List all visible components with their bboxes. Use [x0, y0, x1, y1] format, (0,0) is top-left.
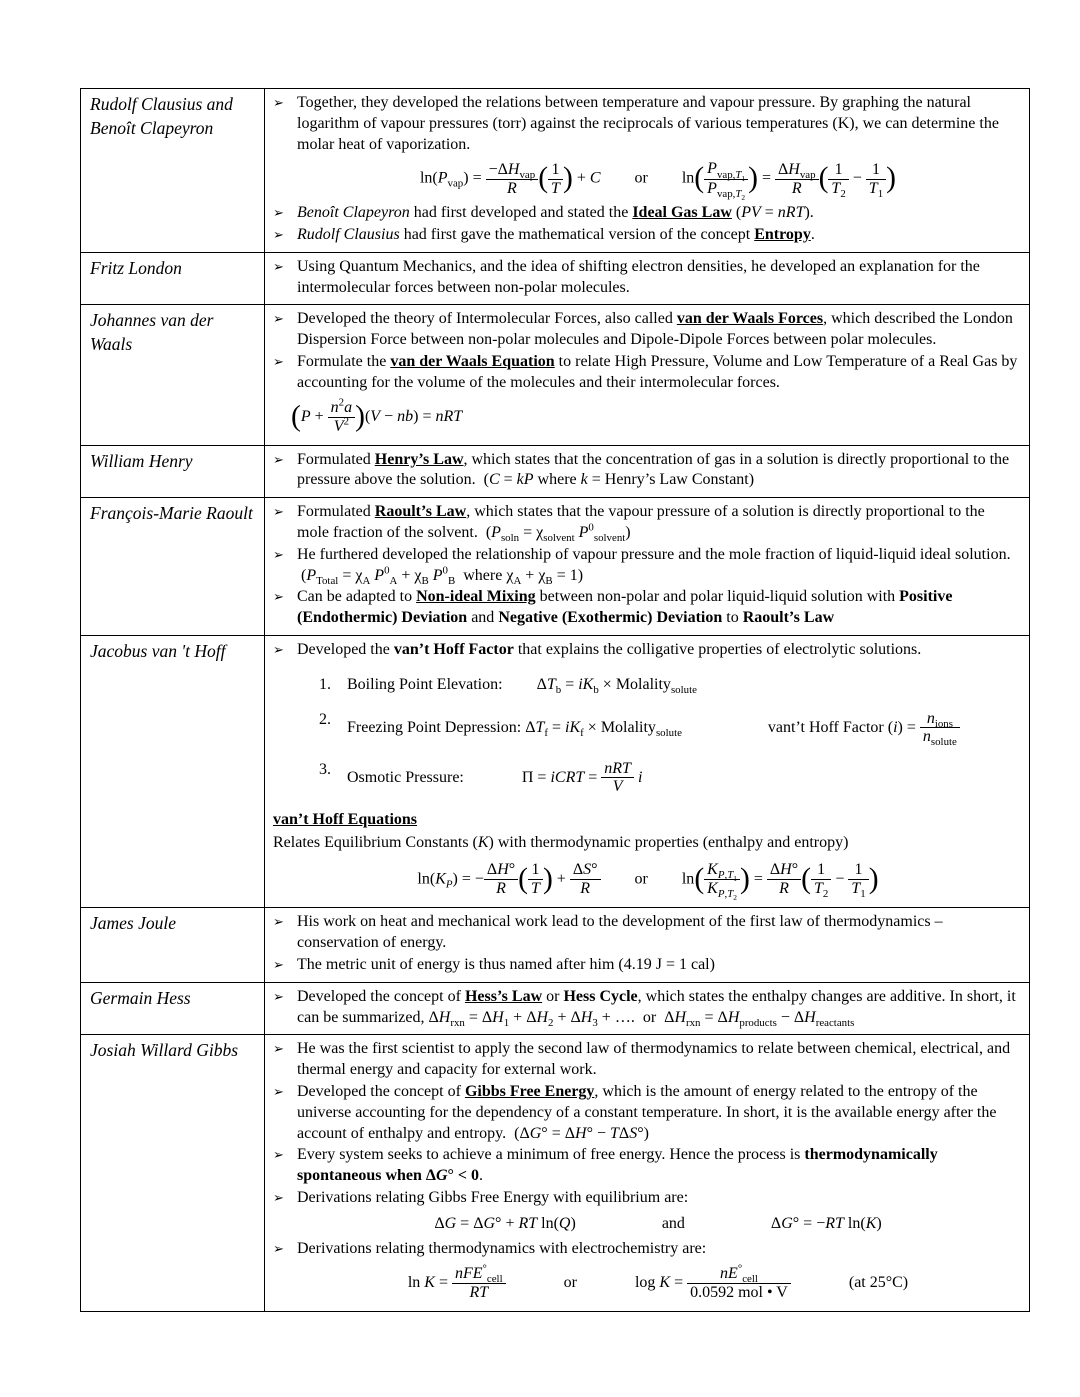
bullet-arrow-icon: ➢: [273, 1041, 284, 1057]
table-row: [81, 305, 1030, 445]
bullet-item: ➢ Together, they developed the relations between temperature and vapour pressure. By graphing the natural logarithm of vapour pressures (torr) against the reciprocals of various temperatures (K), we can determine the molar heat of vaporization. $\ln(P_{vap})$ = $\frac{-\Delta H_{vap}}{R}$ ( $\frac{1}{T}$ ) + C or ln( $\frac{P_{vap,T_1}}{P_{vap,T_2}}$ ) = $\frac{\Delta H_{vap}}{R}$ ( $\frac{1}{T_2}$ − $\frac{1}{T_1}$ ): [273, 93, 1023, 202]
bullet-arrow-icon: ➢: [273, 988, 284, 1004]
fraction: $\frac{-\Delta H_{vap}}{R}$: [486, 161, 539, 197]
table-row: [81, 498, 1030, 636]
bullet-arrow-icon: ➢: [273, 451, 284, 467]
bullet-item: ➢ Derivations relating Gibbs Free Energy with equilibrium are: ΔG = ΔG° + RT ln(Q) and ΔG° = −RT ln(K): [273, 1188, 1023, 1239]
formula: $\ln(K_P)$ = − $\frac{\Delta H^\circ}{R}$ ( $\frac{1}{T}$ ) + $\frac{\Delta S^\circ}{R}$ or ln( $\frac{K_{P,T_1}}{K_{P,T_2}}$ ) = $\frac{\Delta H^\circ}{R}$ ( $\frac{1}{T_2}$ − $\frac{1}{T_1}$ ): [417, 860, 879, 903]
scientist-name-cell: Germain Hess: [81, 982, 265, 1035]
scientist-name-cell: William Henry: [81, 445, 265, 498]
bullet-arrow-icon: ➢: [273, 1083, 284, 1099]
formula: $\ln(P_{vap})$ = $\frac{-\Delta H_{vap}}{R}$ ( $\frac{1}{T}$ ) + C or ln( $\frac{P_{vap,T_1}}{P_{vap,T_2}}$ ) = $\frac{\Delta H_{vap}}{R}$ ( $\frac{1}{T_2}$ − $\frac{1}{T_1}$ ): [419, 160, 896, 203]
formula: ΔG = ΔG° + RT ln(Q) and ΔG° = −RT ln(K): [434, 1214, 882, 1232]
bullet-arrow-icon: ➢: [273, 1189, 284, 1205]
bullet-item: ➢ Every system seeks to achieve a minimum of free energy. Hence the process is thermodynamically spontaneous when ΔG° < 0.: [273, 1145, 1023, 1187]
bullet-item: ➢ Developed the van’t Hoff Factor that explains the colligative properties of electrolytic solutions.: [273, 640, 1023, 661]
fraction: $\frac{1}{T_1}$: [866, 161, 886, 197]
bullet-item: ➢ Formulate the van der Waals Equation to relate High Pressure, Volume and Low Temperature of a Real Gas by accounting for the volume of the molecules and their intermolecular forces.: [273, 352, 1023, 394]
formula: ln K = $\frac{nFE^\circ_{cell}}{RT}$ or log K = $\frac{nE^\circ_{cell}}{\text{0.0592 mol • V}}$ (at 25°C): [407, 1262, 909, 1301]
bullet-arrow-icon: ➢: [273, 589, 284, 605]
bullet-item: ➢ Benoît Clapeyron had first developed and stated the Ideal Gas Law (PV = nRT).: [273, 203, 1023, 224]
fraction: $\frac{n^2a}{V^2}$: [328, 399, 355, 435]
contribution-cell: [265, 908, 1030, 982]
formula: (P + $\frac{n^2a}{V^2}$ )(V − nb) = nRT: [291, 397, 463, 436]
fraction: $\frac{P_{vap,T_1}}{P_{vap,T_2}}$: [704, 160, 748, 198]
bullet-arrow-icon: ➢: [273, 353, 284, 369]
bullet-item: ➢ Rudolf Clausius had first gave the mathematical version of the concept Entropy.: [273, 225, 1023, 246]
bullet-arrow-icon: ➢: [273, 914, 284, 930]
fraction: $\frac{1}{T}$: [528, 861, 543, 897]
fraction: $\frac{nE^\circ_{cell}}{\text{0.0592 mol • V}}$: [687, 1265, 791, 1301]
contribution-cell: [265, 89, 1030, 253]
bullet-arrow-icon: ➢: [273, 956, 284, 972]
fraction: $\frac{\Delta H_{vap}}{R}$: [775, 161, 819, 197]
bullet-arrow-icon: ➢: [273, 258, 284, 274]
table-row: [81, 252, 1030, 305]
fraction: $\frac{\text{nRT}}{V}$: [601, 760, 634, 796]
table-row: [81, 445, 1030, 498]
bullet-item: ➢ He was the first scientist to apply the second law of thermodynamics to relate between chemical, electrical, and thermal energy and capacity for external work.: [273, 1039, 1023, 1081]
scientist-name-cell: James Joule: [81, 908, 265, 982]
scientist-name-cell: Fritz London: [81, 252, 265, 305]
bullet-item: ➢ Developed the concept of Hess’s Law or Hess Cycle, which states the enthalpy changes are additive. In short, it can be summarized, $\Delta H_{rxn} = \Delta H_1 + \Delta H_2 + \Delta H_3$ + …. or $\Delta H_{rxn} = \Delta H_{products} - \Delta H_{reactants}$: [273, 987, 1016, 1029]
bullet-arrow-icon: ➢: [273, 1241, 284, 1257]
bullet-arrow-icon: ➢: [273, 205, 284, 221]
bullet-item: ➢ Developed the concept of Gibbs Free Energy, which is the amount of energy related to the entropy of the universe accounting for the dependency of a constant temperature. In short, it is the available energy after the account of enthalpy and entropy. (ΔG° = ΔH° − TΔS°): [273, 1082, 1023, 1144]
table-row: [81, 636, 1030, 908]
contribution-cell: ➢ Developed the van’t Hoff Factor that explains the colligative properties of electrolytic solutions. 1. Boiling Point Elevation: $\Delta T_b = iK_b$ × Molality$_{solute}$ 2. Freezing Point Depression: $\Delta T_f = iK_f$ × Molality$_{solute}$ vant’t Hoff Factor (i) = $\frac{n_{ions}}{n_{solute}}$ 3. Osmotic Pressure: Π = iCRT = $\frac{\text{nRT}}{V}$ i van’t Hoff Equations Relates Equilibrium Constants (K) with thermodynamic properties (enthalpy and entropy) $\ln(K_P)$ = − $\frac{\Delta H^\circ}{R}$ ( $\frac{1}{T}$ ) + $\frac{\Delta S^\circ}{R}$ or ln( $\frac{K_{P,T_1}}{K_{P,T_2}}$ ) = $\frac{\Delta H^\circ}{R}$ ( $\frac{1}{T_2}$ − $\frac{1}{T_1}$ ): [265, 636, 1030, 908]
table-row: [81, 1035, 1030, 1312]
numbered-item: 1. Boiling Point Elevation: $\Delta T_b = iK_b$ × Molality$_{solute}$: [319, 675, 697, 697]
contribution-cell: [265, 445, 1030, 498]
fraction: $\frac{\Delta S^\circ}{R}$: [570, 861, 601, 897]
bullet-arrow-icon: ➢: [273, 546, 284, 562]
bullet-item: ➢ Derivations relating thermodynamics with electrochemistry are: ln K = $\frac{nFE^\circ_{cell}}{RT}$ or log K = $\frac{nE^\circ_{cell}}{\text{0.0592 mol • V}}$ (at 25°C): [273, 1239, 1023, 1305]
fraction: $\frac{n_{ions}}{n_{solute}}$: [920, 710, 960, 746]
contribution-cell: [265, 1035, 1030, 1312]
bullet-item: ➢ Formulated Raoult’s Law, which states that the vapour pressure of a solution is directly proportional to the mole fraction of the solvent. ($P_{soln} = \chi_{solvent}$ $P^0_{solvent}$): [273, 503, 985, 545]
fraction: $\frac{nFE^\circ_{cell}}{RT}$: [452, 1265, 506, 1301]
fraction: $\frac{\Delta H^\circ}{R}$: [484, 861, 518, 897]
bullet-item: ➢ Developed the theory of Intermolecular Forces, also called van der Waals Forces, which described the London Dispersion Force between non-polar molecules and Dipole-Dipole Forces between polar molecules.: [273, 309, 1023, 351]
scientist-name-cell: Jacobus van 't Hoff: [81, 636, 265, 908]
fraction: $\frac{\Delta H^\circ}{R}$: [767, 861, 801, 897]
bullet-arrow-icon: ➢: [273, 504, 284, 520]
bullet-item: ➢ Using Quantum Mechanics, and the idea of shifting electron densities, he developed an explanation for the intermolecular forces between non-polar molecules.: [273, 257, 1023, 299]
bullet-item: ➢ Can be adapted to Non-ideal Mixing between non-polar and polar liquid-liquid solution with Positive (Endothermic) Deviation and Negative (Exothermic) Deviation to Raoult’s Law: [273, 587, 1023, 629]
scientists-table-body: [81, 89, 1030, 1312]
table-row: [81, 89, 1030, 253]
scientists-table: [80, 88, 1030, 1312]
bullet-arrow-icon: ➢: [273, 1147, 284, 1163]
bullet-item: ➢ Formulated Henry’s Law, which states that the concentration of gas in a solution is directly proportional to the pressure above the solution. (C = kP where k = Henry’s Law Constant): [273, 450, 1023, 492]
table-row: [81, 982, 1030, 1035]
fraction: $\frac{1}{T_1}$: [848, 861, 868, 897]
contribution-cell: [265, 252, 1030, 305]
numbered-item: 2. Freezing Point Depression: $\Delta T_f = iK_f$ × Molality$_{solute}$ vant’t Hoff Factor (i) = $\frac{n_{ions}}{n_{solute}}$: [319, 710, 1023, 746]
table-row: [81, 908, 1030, 982]
numbered-item: 3. Osmotic Pressure: Π = iCRT = $\frac{\text{nRT}}{V}$ i: [319, 759, 643, 796]
fraction: $\frac{1}{T}$: [548, 161, 563, 197]
bullet-arrow-icon: ➢: [273, 226, 284, 242]
contribution-cell: [265, 498, 1030, 636]
scientist-name-cell: Rudolf Clausius and Benoît Clapeyron: [81, 89, 265, 253]
bullet-item: ➢ His work on heat and mechanical work lead to the development of the first law of thermodynamics – conservation of energy.: [273, 912, 1023, 954]
fraction: $\frac{1}{T_2}$: [811, 861, 831, 897]
bullet-arrow-icon: ➢: [273, 95, 284, 110]
contribution-cell: [265, 982, 1030, 1035]
fraction: $\frac{K_{P,T_1}}{K_{P,T_2}}$: [704, 861, 740, 899]
contribution-cell: [265, 305, 1030, 445]
bullet-arrow-icon: ➢: [273, 642, 284, 658]
fraction: $\frac{1}{T_2}$: [828, 161, 848, 197]
bullet-arrow-icon: ➢: [273, 311, 284, 327]
bullet-item: ➢ The metric unit of energy is thus named after him (4.19 J = 1 cal): [273, 955, 1023, 976]
scientist-name-cell: François-Marie Raoult: [81, 498, 265, 636]
scientist-name-cell: Johannes van der Waals: [81, 305, 265, 445]
scientist-name-cell: Josiah Willard Gibbs: [81, 1035, 265, 1312]
bullet-item: ➢ He furthered developed the relationship of vapour pressure and the mole fraction of liquid-liquid ideal solution. ($P_{Total} = \chi_A$ $P^0_A + \chi_B$ $P^0_B$ where $\chi_A + \chi_B = 1$): [273, 545, 1011, 587]
